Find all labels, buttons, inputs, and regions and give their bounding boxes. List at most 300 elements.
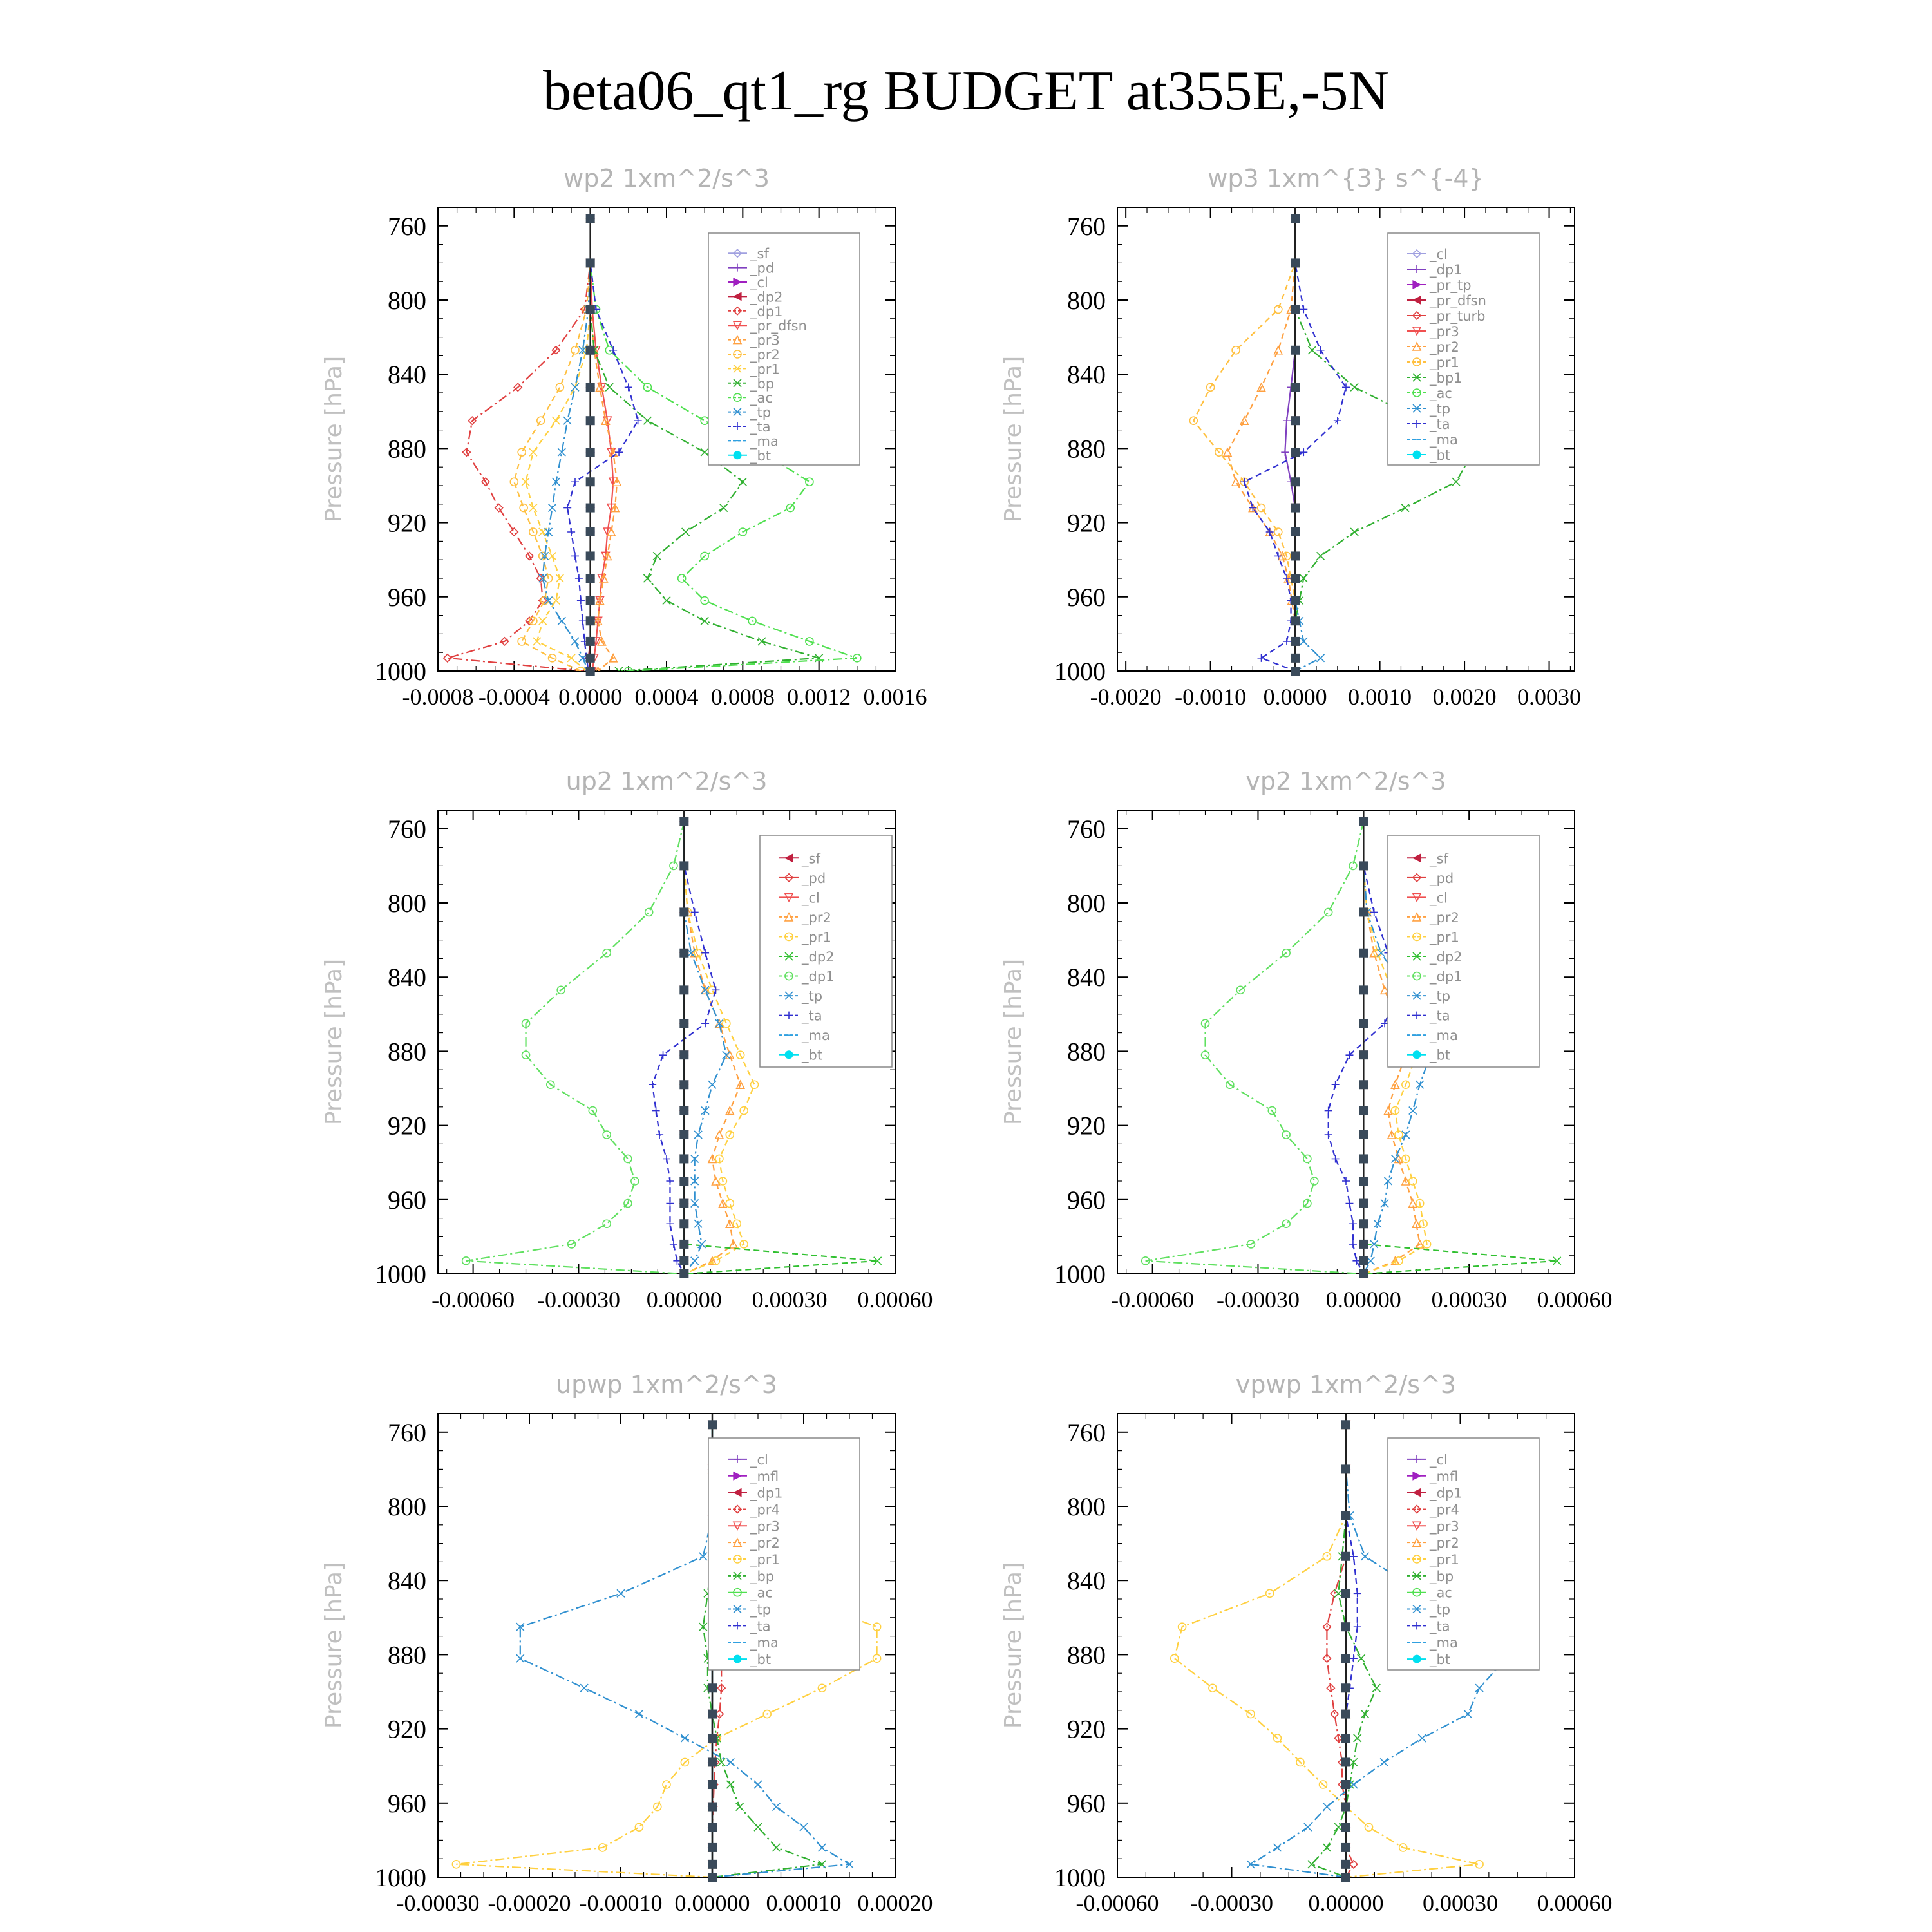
y-tick-label: 960 bbox=[388, 1788, 426, 1818]
zero-line-marker bbox=[708, 1420, 717, 1429]
legend-label: _bt bbox=[1430, 1652, 1451, 1668]
zero-line-marker bbox=[679, 1219, 688, 1228]
series-point-tp bbox=[1317, 654, 1325, 662]
legend-label: _sf bbox=[750, 246, 769, 262]
zero-line-marker bbox=[1291, 214, 1300, 223]
legend-label: _mfl bbox=[750, 1468, 779, 1484]
series-point-dp1 bbox=[645, 908, 653, 916]
zero-line-marker bbox=[708, 1860, 717, 1869]
series-point-ta bbox=[571, 478, 579, 486]
x-tick-label: 0.0012 bbox=[787, 684, 851, 710]
series-point-bp1 bbox=[1350, 528, 1358, 536]
series-point-ta bbox=[1332, 1155, 1340, 1162]
series-point-ta bbox=[666, 1200, 674, 1208]
legend bbox=[708, 1438, 860, 1670]
legend-label: _pr2 bbox=[750, 347, 780, 363]
zero-line-marker bbox=[1291, 616, 1300, 625]
series-point-bp1 bbox=[1317, 552, 1325, 560]
legend bbox=[760, 835, 892, 1067]
y-tick-label: 920 bbox=[388, 508, 426, 538]
series-point-pr1 bbox=[552, 417, 560, 424]
series-point-tp bbox=[558, 617, 565, 625]
series-point-pr2 bbox=[1224, 448, 1231, 456]
series-point-dp1 bbox=[1281, 448, 1289, 456]
y-tick-label: 800 bbox=[1067, 889, 1106, 918]
zero-line-marker bbox=[586, 637, 595, 646]
series-point-bp bbox=[754, 1823, 762, 1831]
series-point-ta bbox=[571, 552, 579, 560]
legend-label: _tp bbox=[1430, 989, 1451, 1005]
legend-label: _bt bbox=[802, 1047, 823, 1063]
series-point-pr1 bbox=[1274, 528, 1282, 536]
zero-line-marker bbox=[708, 1873, 717, 1882]
legend-label: _bp1 bbox=[1430, 370, 1463, 386]
legend-marker bbox=[734, 1655, 741, 1663]
zero-line-marker bbox=[1359, 1269, 1368, 1278]
zero-line-marker bbox=[1341, 1589, 1350, 1598]
legend-label: _tp bbox=[1430, 401, 1451, 417]
legend-label: _pr1 bbox=[750, 361, 780, 377]
zero-line-marker bbox=[1359, 1256, 1368, 1265]
panel-1 bbox=[321, 164, 927, 710]
legend-label: _ma bbox=[750, 1635, 779, 1651]
x-tick-label: -0.0004 bbox=[478, 684, 550, 710]
zero-line-marker bbox=[1341, 1464, 1350, 1473]
zero-line-marker bbox=[1341, 1420, 1350, 1429]
legend-label: _dp1 bbox=[802, 969, 835, 985]
zero-line-marker bbox=[1291, 654, 1300, 663]
y-tick-label: 920 bbox=[1067, 1714, 1106, 1744]
legend-label: _ac bbox=[1430, 1585, 1452, 1601]
zero-line-marker bbox=[586, 654, 595, 663]
y-axis-label: Pressure [hPa] bbox=[1000, 355, 1027, 523]
series-point-ta bbox=[1354, 1589, 1361, 1597]
series-point-bp bbox=[653, 552, 661, 560]
legend-label: _tp bbox=[802, 989, 823, 1005]
legend-label: _pr2 bbox=[1430, 339, 1459, 355]
zero-line-marker bbox=[708, 1757, 717, 1766]
y-tick-label: 1000 bbox=[1054, 657, 1106, 686]
zero-line-marker bbox=[679, 949, 688, 958]
series-point-bp1 bbox=[1350, 383, 1358, 391]
panels bbox=[321, 164, 1613, 1916]
series-point-ac bbox=[701, 417, 708, 424]
series-point-tp bbox=[754, 1781, 762, 1788]
series-point-ta bbox=[1325, 1107, 1332, 1115]
series-point-tp bbox=[691, 1257, 699, 1265]
legend bbox=[1388, 835, 1539, 1067]
y-tick-label: 880 bbox=[1067, 1640, 1106, 1670]
zero-line-marker bbox=[1341, 1710, 1350, 1719]
x-tick-label: -0.00060 bbox=[431, 1287, 515, 1312]
y-tick-label: 760 bbox=[1067, 211, 1106, 241]
series-point-pr1 bbox=[1323, 1553, 1331, 1560]
legend-box bbox=[1388, 835, 1539, 1067]
series-point-ta bbox=[1370, 908, 1378, 916]
zero-line-marker bbox=[586, 667, 595, 676]
zero-line-marker bbox=[1291, 305, 1300, 314]
zero-line-marker bbox=[1291, 383, 1300, 392]
series-point-tp bbox=[1380, 1758, 1388, 1766]
x-tick-label: 0.00000 bbox=[646, 1287, 722, 1312]
legend-box bbox=[708, 1438, 860, 1670]
series-point-tp bbox=[681, 1734, 688, 1742]
legend-label: _dp1 bbox=[1430, 1485, 1463, 1501]
series-point-ta bbox=[1354, 1623, 1361, 1631]
legend-label: _pr3 bbox=[1430, 1519, 1459, 1535]
y-tick-label: 1000 bbox=[1054, 1863, 1106, 1892]
zero-line-marker bbox=[1341, 1757, 1350, 1766]
legend bbox=[1388, 233, 1539, 465]
series-point-pr2 bbox=[520, 504, 527, 512]
zero-line-marker bbox=[1341, 1511, 1350, 1520]
series-point-bp bbox=[739, 478, 746, 486]
series-point-pr1 bbox=[1258, 504, 1265, 512]
x-tick-label: 0.00000 bbox=[674, 1890, 750, 1916]
legend-label: _sf bbox=[802, 851, 820, 867]
y-tick-label: 760 bbox=[388, 1417, 426, 1447]
series-point-bp bbox=[663, 597, 670, 605]
y-tick-label: 760 bbox=[388, 211, 426, 241]
legend-label: _mfl bbox=[1430, 1468, 1459, 1484]
x-tick-label: -0.00030 bbox=[1216, 1287, 1300, 1312]
zero-line-marker bbox=[586, 616, 595, 625]
series-point-ta bbox=[577, 597, 585, 605]
series-point-tp bbox=[1274, 1844, 1282, 1852]
series-point-ta bbox=[1350, 1654, 1358, 1662]
series-point-ta bbox=[575, 574, 583, 582]
zero-line-marker bbox=[586, 596, 595, 605]
series-point-pr1 bbox=[1365, 1823, 1373, 1831]
legend-marker bbox=[785, 1051, 793, 1059]
legend-label: _ac bbox=[750, 1585, 773, 1601]
legend-label: _pr4 bbox=[750, 1502, 780, 1518]
legend-label: _pr3 bbox=[1430, 324, 1459, 339]
y-tick-label: 920 bbox=[1067, 1111, 1106, 1141]
zero-line-marker bbox=[1341, 1780, 1350, 1789]
zero-line-marker bbox=[708, 1803, 717, 1812]
legend bbox=[708, 233, 860, 465]
x-tick-label: 0.0010 bbox=[1348, 684, 1412, 710]
y-tick-label: 960 bbox=[1067, 1185, 1106, 1215]
series-point-ta bbox=[663, 1155, 670, 1162]
x-tick-label: 0.00060 bbox=[1537, 1890, 1613, 1916]
zero-line-marker bbox=[679, 1130, 688, 1139]
series-point-pr1 bbox=[539, 617, 547, 625]
series-point-dp1 bbox=[603, 1220, 611, 1227]
legend-label: _ma bbox=[1430, 432, 1458, 448]
zero-line-marker bbox=[586, 551, 595, 560]
series-point-pr2 bbox=[1240, 417, 1248, 424]
series-point-dp1 bbox=[1283, 417, 1291, 424]
series-point-tp bbox=[580, 1684, 588, 1692]
series-point-dp1 bbox=[510, 528, 518, 536]
series-point-tp bbox=[549, 504, 556, 512]
legend-label: _ta bbox=[1430, 417, 1450, 432]
series-point-bp1 bbox=[1308, 346, 1316, 354]
series-point-ta bbox=[1300, 305, 1307, 313]
y-tick-label: 1000 bbox=[1054, 1260, 1106, 1289]
zero-line-marker bbox=[708, 1734, 717, 1743]
zero-line-marker bbox=[679, 1080, 688, 1089]
y-axis-label: Pressure [hPa] bbox=[1000, 1562, 1027, 1729]
x-tick-label: 0.0000 bbox=[558, 684, 623, 710]
zero-line-marker bbox=[1291, 504, 1300, 513]
series-point-ta bbox=[691, 908, 699, 916]
series-point-tp bbox=[708, 1081, 716, 1088]
zero-line-marker bbox=[679, 1256, 688, 1265]
zero-line-marker bbox=[708, 1843, 717, 1852]
series-point-pr1 bbox=[549, 552, 556, 560]
x-tick-label: 0.00030 bbox=[1423, 1890, 1498, 1916]
legend-label: _bp bbox=[750, 1568, 775, 1584]
series-point-ta bbox=[1283, 638, 1291, 645]
zero-line-marker bbox=[586, 214, 595, 223]
legend-label: _pr1 bbox=[1430, 355, 1459, 370]
series-point-pr2 bbox=[1232, 478, 1240, 486]
zero-line-marker bbox=[1341, 1734, 1350, 1743]
zero-line-marker bbox=[679, 1269, 688, 1278]
series-point-dp1 bbox=[631, 1177, 639, 1185]
series-line-pr2 bbox=[514, 218, 590, 671]
legend-label: _pr2 bbox=[802, 909, 831, 925]
series-point-ac bbox=[678, 574, 686, 582]
x-tick-label: -0.00030 bbox=[1190, 1890, 1273, 1916]
series-point-ta bbox=[701, 1019, 709, 1027]
series-point-dp1 bbox=[1311, 1177, 1318, 1185]
series-point-bp bbox=[1361, 1710, 1369, 1718]
series-point-pr1 bbox=[529, 504, 537, 512]
y-tick-label: 880 bbox=[1067, 1037, 1106, 1066]
y-tick-label: 840 bbox=[388, 360, 426, 390]
zero-line-marker bbox=[679, 1240, 688, 1249]
x-tick-label: 0.00000 bbox=[1308, 1890, 1384, 1916]
zero-line-marker bbox=[1291, 637, 1300, 646]
series-point-tp bbox=[1475, 1684, 1483, 1692]
zero-line-marker bbox=[1291, 258, 1300, 267]
zero-line-marker bbox=[1341, 1683, 1350, 1692]
legend-label: _bt bbox=[1430, 1047, 1451, 1063]
y-tick-label: 840 bbox=[388, 1566, 426, 1596]
series-line-tp bbox=[543, 218, 591, 671]
x-tick-label: 0.0004 bbox=[634, 684, 699, 710]
x-tick-label: -0.0020 bbox=[1090, 684, 1162, 710]
legend-label: _pr1 bbox=[802, 929, 831, 945]
legend-label: _bp bbox=[1430, 1568, 1454, 1584]
series-point-ta bbox=[1300, 448, 1307, 456]
series-point-ta bbox=[564, 504, 571, 512]
legend-label: _tp bbox=[750, 404, 772, 421]
zero-line-marker bbox=[1341, 1823, 1350, 1832]
series-point-pr1 bbox=[726, 1200, 734, 1208]
series-point-pr2 bbox=[715, 1131, 723, 1139]
series-point-ta bbox=[1349, 1220, 1357, 1227]
series-point-bp bbox=[701, 617, 708, 625]
panel-title: vpwp 1xm^2/s^3 bbox=[1235, 1370, 1457, 1399]
legend-label: _ma bbox=[750, 433, 779, 450]
x-tick-label: -0.0010 bbox=[1175, 684, 1247, 710]
zero-line-marker bbox=[586, 448, 595, 457]
series-point-pr1 bbox=[533, 638, 541, 645]
x-tick-label: 0.0016 bbox=[863, 684, 927, 710]
series-point-tp bbox=[564, 417, 571, 424]
legend-label: _pr4 bbox=[1430, 1502, 1459, 1518]
panel-4 bbox=[1000, 767, 1613, 1312]
series-point-ta bbox=[666, 1220, 674, 1227]
series-point-ta bbox=[579, 617, 587, 625]
series-point-bp bbox=[772, 1844, 780, 1852]
zero-line-marker bbox=[1291, 574, 1300, 583]
zero-line-marker bbox=[708, 1780, 717, 1789]
series-point-ta bbox=[1350, 1553, 1358, 1560]
zero-line-marker bbox=[679, 861, 688, 870]
series-point-tp bbox=[694, 1131, 702, 1139]
series-point-tp bbox=[1323, 1803, 1331, 1811]
series-point-pr2 bbox=[1274, 346, 1282, 354]
series-point-ta bbox=[1345, 1200, 1353, 1208]
panel-title: up2 1xm^2/s^3 bbox=[565, 767, 768, 795]
zero-line-marker bbox=[586, 477, 595, 486]
legend-box bbox=[1388, 233, 1539, 465]
panel-title: vp2 1xm^2/s^3 bbox=[1245, 767, 1446, 795]
zero-line-marker bbox=[586, 416, 595, 425]
y-axis-label: Pressure [hPa] bbox=[321, 1562, 347, 1729]
legend-label: _cl bbox=[1430, 1452, 1448, 1468]
x-tick-label: 0.00000 bbox=[1325, 1287, 1401, 1312]
series-point-bp1 bbox=[1452, 478, 1460, 486]
y-tick-label: 1000 bbox=[375, 657, 426, 686]
series-point-tp bbox=[571, 638, 579, 645]
series-point-pr4 bbox=[1350, 1861, 1358, 1868]
series-point-pr1 bbox=[1274, 305, 1282, 313]
series-line-pr1 bbox=[1193, 218, 1295, 671]
series-line-dp1 bbox=[466, 821, 685, 1274]
legend-label: _dp2 bbox=[1430, 949, 1463, 965]
series-point-bp bbox=[1372, 1684, 1380, 1692]
legend-label: _bp bbox=[750, 375, 775, 392]
legend-label: _bt bbox=[750, 448, 772, 464]
zero-line-marker bbox=[1359, 1130, 1368, 1139]
series-point-pr1 bbox=[556, 574, 564, 582]
legend-label: _dp1 bbox=[1430, 969, 1463, 985]
legend-label: _pr1 bbox=[1430, 1552, 1459, 1567]
zero-line-marker bbox=[1359, 861, 1368, 870]
zero-line-marker bbox=[1291, 667, 1300, 676]
legend bbox=[1388, 1438, 1539, 1670]
series-point-pr2 bbox=[556, 383, 564, 391]
series-point-tp bbox=[1418, 1734, 1426, 1742]
series-point-bp bbox=[643, 574, 651, 582]
legend-label: _bt bbox=[1430, 448, 1451, 463]
zero-line-marker bbox=[1291, 346, 1300, 355]
x-tick-label: -0.00030 bbox=[536, 1287, 620, 1312]
y-tick-label: 840 bbox=[1067, 1566, 1106, 1596]
series-point-tp bbox=[1378, 949, 1385, 957]
legend-label: _ta bbox=[750, 419, 771, 435]
y-tick-label: 960 bbox=[1067, 1788, 1106, 1818]
zero-line-marker bbox=[679, 1199, 688, 1208]
zero-line-marker bbox=[586, 504, 595, 513]
y-tick-label: 760 bbox=[1067, 814, 1106, 844]
panel-title: wp3 1xm^{3} s^{-4} bbox=[1208, 164, 1484, 193]
y-tick-label: 960 bbox=[1067, 582, 1106, 612]
legend-label: _tp bbox=[750, 1602, 772, 1618]
y-tick-label: 840 bbox=[1067, 360, 1106, 390]
x-tick-label: 0.00020 bbox=[857, 1890, 933, 1916]
y-tick-label: 760 bbox=[388, 814, 426, 844]
series-point-ta bbox=[1258, 654, 1265, 662]
legend-marker bbox=[1413, 1655, 1421, 1663]
legend-label: _pr_dfsn bbox=[750, 318, 807, 334]
series-point-tp bbox=[1464, 1710, 1472, 1718]
legend-marker bbox=[1413, 451, 1421, 459]
y-tick-label: 920 bbox=[388, 1111, 426, 1141]
series-point-bp bbox=[1354, 1734, 1361, 1742]
zero-line-marker bbox=[1341, 1860, 1350, 1869]
series-point-bp bbox=[1334, 1823, 1342, 1831]
zero-line-marker bbox=[1341, 1843, 1350, 1852]
y-tick-label: 960 bbox=[388, 1185, 426, 1215]
legend-label: _dp1 bbox=[750, 303, 783, 319]
series-point-ta bbox=[1334, 417, 1341, 424]
series-point-tp bbox=[698, 1240, 706, 1248]
x-tick-label: 0.00060 bbox=[1537, 1287, 1613, 1312]
legend-label: _ta bbox=[802, 1008, 822, 1024]
series-point-tp bbox=[818, 1844, 826, 1852]
y-tick-label: 1000 bbox=[375, 1863, 426, 1892]
series-point-pr2 bbox=[571, 346, 579, 354]
zero-line-marker bbox=[1359, 1106, 1368, 1115]
zero-line-marker bbox=[679, 817, 688, 826]
series-point-tp bbox=[800, 1823, 808, 1831]
legend-label: _ta bbox=[1430, 1008, 1450, 1024]
series-point-dp1 bbox=[1303, 1155, 1311, 1162]
figure-title: beta06_qt1_rg BUDGET at355E,-5N bbox=[542, 60, 1390, 122]
series-line-dp1 bbox=[448, 218, 591, 671]
series-point-bp bbox=[720, 504, 728, 512]
x-tick-label: -0.0008 bbox=[402, 684, 474, 710]
zero-line-marker bbox=[1341, 1622, 1350, 1631]
legend-marker bbox=[734, 451, 741, 459]
series-point-bp bbox=[605, 383, 613, 391]
series-point-ta bbox=[666, 1177, 674, 1185]
series-point-tp bbox=[1350, 1781, 1358, 1788]
zero-line-marker bbox=[708, 1710, 717, 1719]
zero-line-marker bbox=[1341, 1803, 1350, 1812]
series-point-ta bbox=[701, 949, 709, 957]
x-tick-label: 0.0000 bbox=[1263, 684, 1327, 710]
legend-box bbox=[1388, 1438, 1539, 1670]
zero-line-marker bbox=[1359, 1080, 1368, 1089]
legend-label: _pr3 bbox=[750, 332, 780, 348]
series-point-dp1 bbox=[603, 1131, 611, 1139]
legend-label: _pd bbox=[1430, 870, 1454, 886]
legend-label: _pr_turb bbox=[1430, 308, 1486, 324]
panel-2 bbox=[1000, 164, 1581, 710]
legend-label: _pr2 bbox=[1430, 1535, 1459, 1551]
series-point-tp bbox=[617, 1589, 625, 1597]
legend-label: _ta bbox=[750, 1618, 771, 1634]
series-point-ta bbox=[1274, 552, 1282, 560]
legend-label: _cl bbox=[750, 1452, 768, 1468]
series-point-pr1 bbox=[723, 1019, 730, 1027]
zero-line-marker bbox=[1291, 551, 1300, 560]
y-tick-label: 800 bbox=[388, 1492, 426, 1521]
series-point-ta bbox=[1325, 1131, 1332, 1139]
legend-label: _pd bbox=[802, 870, 826, 886]
series-point-tp bbox=[635, 1710, 643, 1718]
series-point-ta bbox=[1332, 1081, 1340, 1088]
